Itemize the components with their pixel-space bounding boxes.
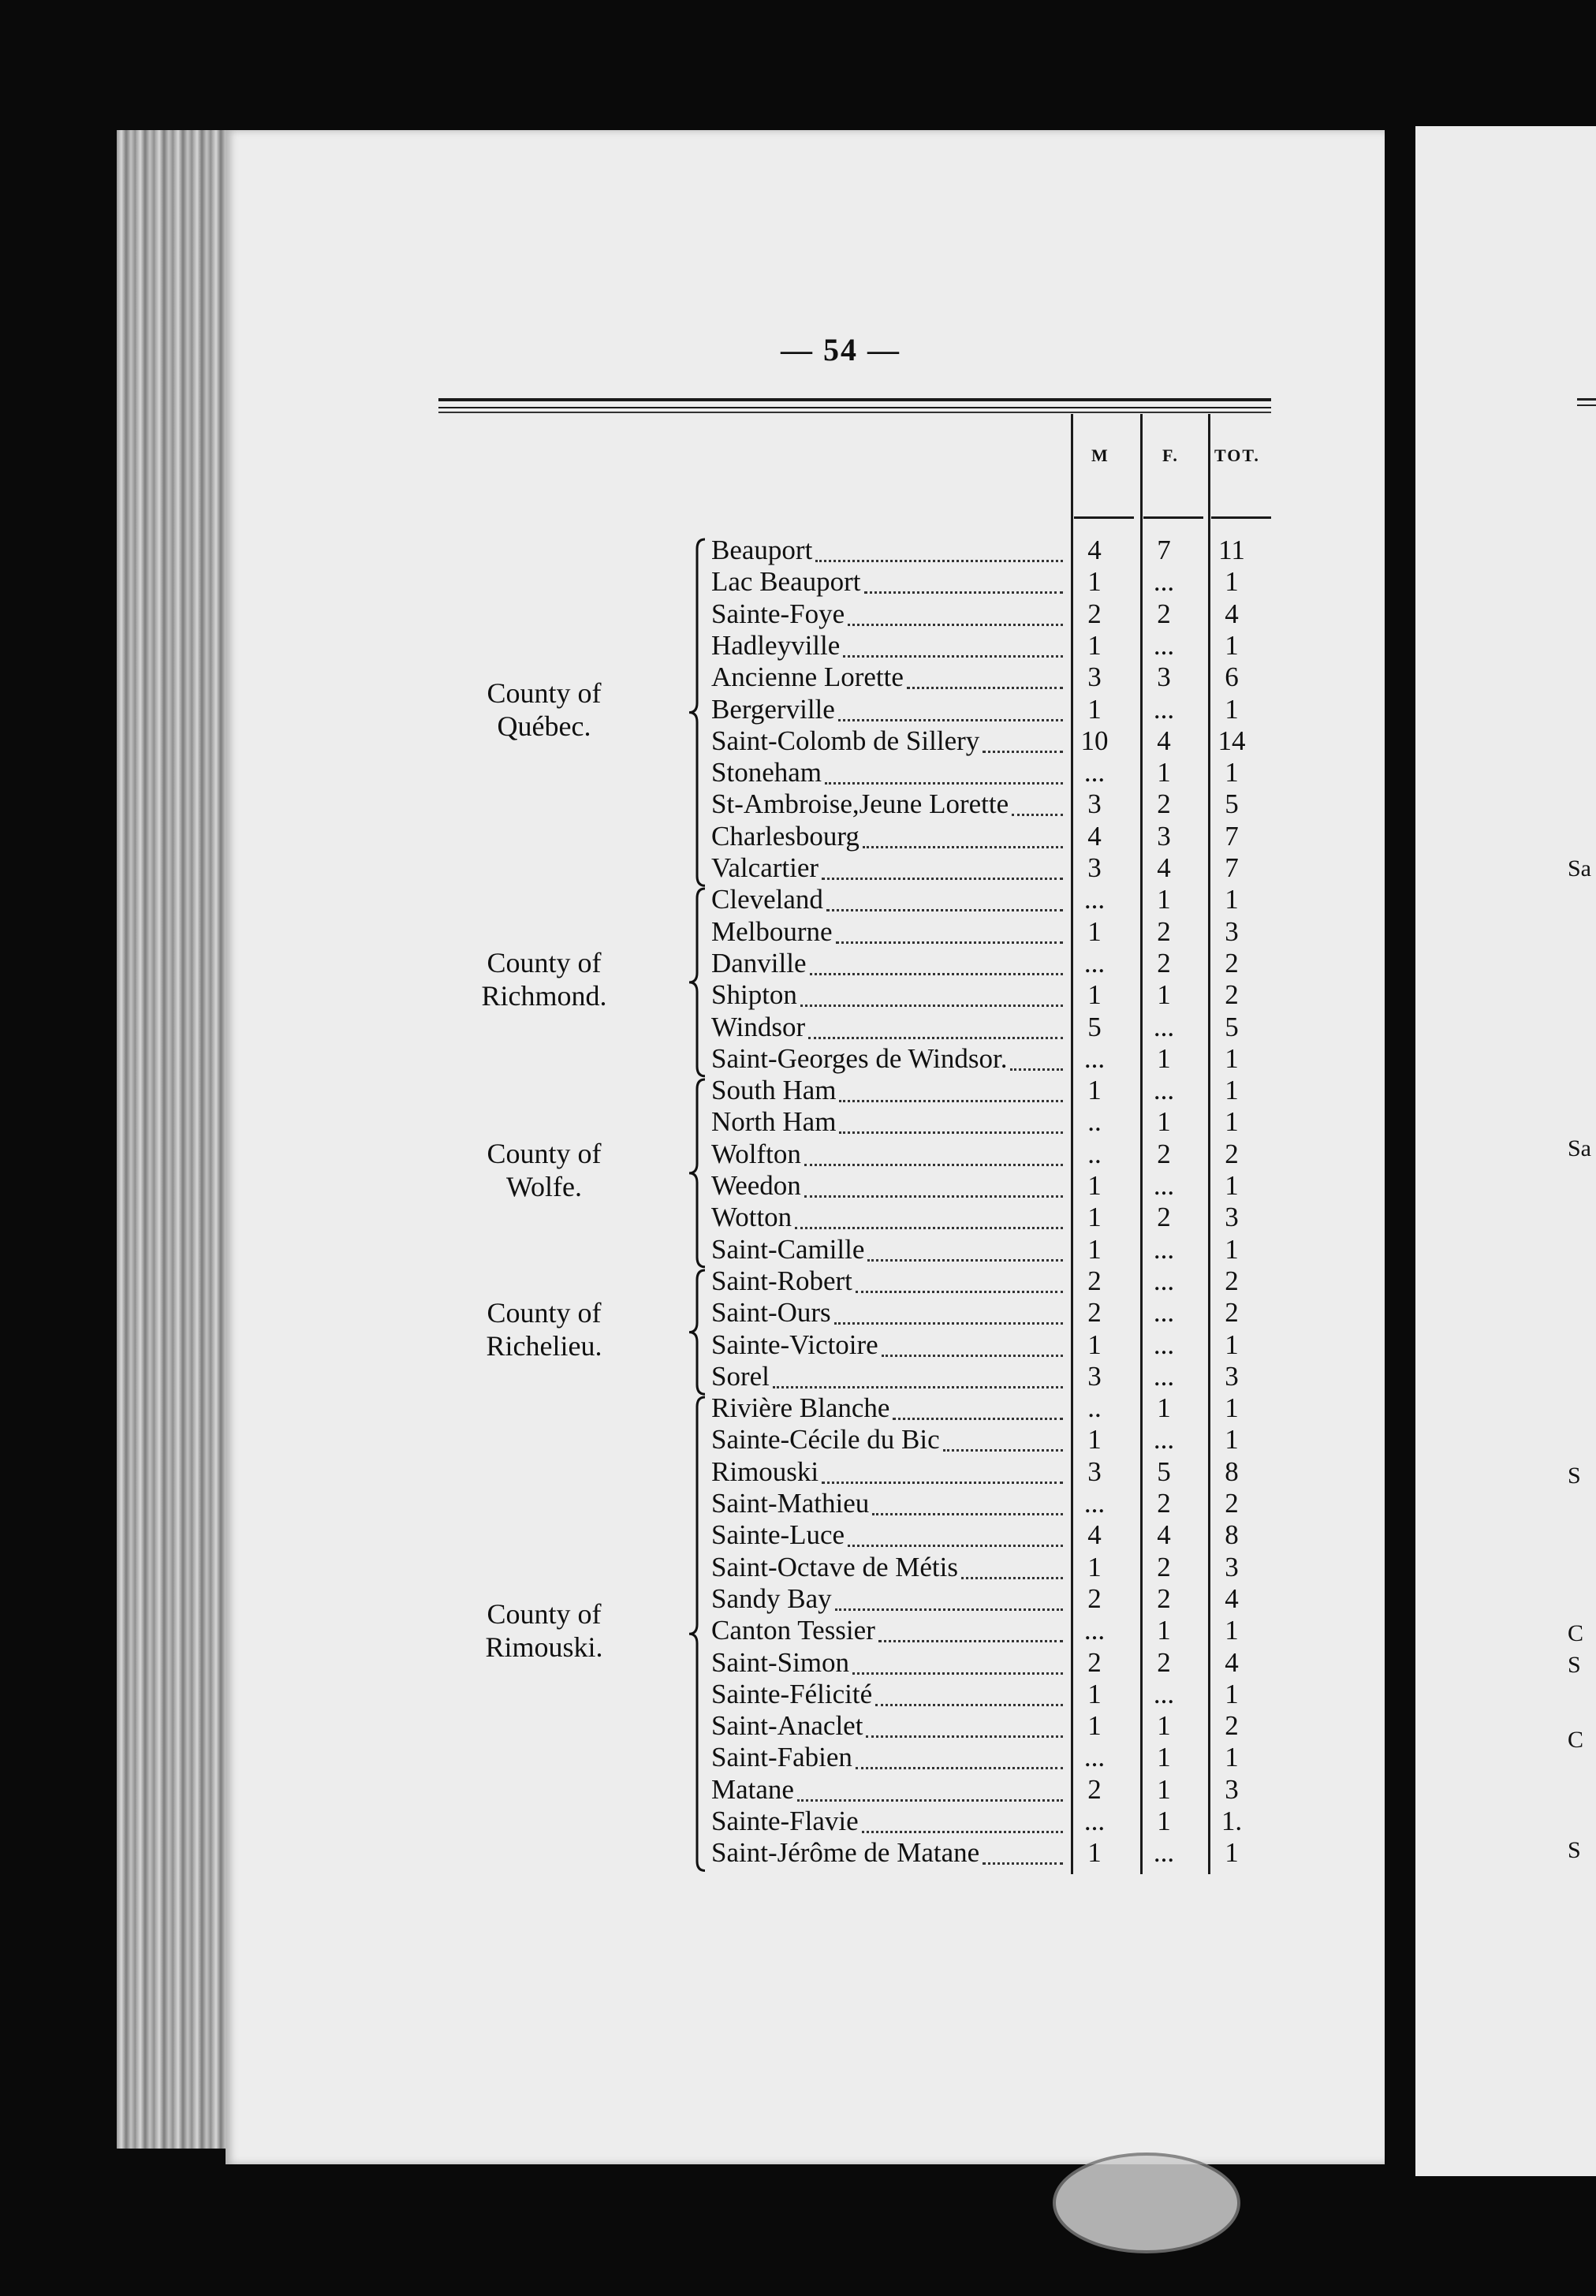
place-name: Saint-Georges de Windsor.	[711, 1042, 1008, 1074]
place-name: Hadleyville	[711, 629, 841, 661]
place-name: Rimouski	[711, 1456, 819, 1487]
cell-f: 1	[1157, 1773, 1171, 1805]
cell-f: 1	[1157, 1806, 1171, 1836]
place-name: Saint-Camille	[711, 1233, 865, 1265]
county-label: County of Rimouski.	[485, 1598, 603, 1664]
place-name: Saint-Simon	[711, 1646, 850, 1678]
place-name: St-Ambroise,Jeune Lorette	[711, 788, 1009, 820]
leader-dots	[863, 846, 1063, 848]
column-rule-3	[1208, 536, 1210, 1874]
cell-f: 4	[1157, 852, 1171, 883]
cell-m: 1	[1087, 1233, 1102, 1265]
leader-dots	[835, 1608, 1063, 1611]
adjacent-page-text: S	[1568, 1463, 1581, 1489]
place-name: Canton Tessier	[711, 1615, 875, 1646]
cell-tot: 1	[1225, 1106, 1239, 1138]
cell-m: 1	[1087, 629, 1102, 661]
leader-dots	[983, 751, 1063, 753]
leader-dots	[836, 941, 1063, 944]
cell-m: 1	[1087, 1170, 1102, 1201]
cell-f: ...	[1153, 1297, 1175, 1329]
place-name: Saint-Fabien	[711, 1742, 852, 1773]
leader-dots	[773, 1386, 1063, 1388]
cell-f: ...	[1153, 1170, 1175, 1201]
cell-tot: 1	[1225, 884, 1239, 915]
leader-dots	[866, 1735, 1063, 1738]
book-spine-edge	[117, 130, 227, 2149]
cell-f: 1	[1157, 1106, 1171, 1138]
county-label: County of Québec.	[487, 676, 602, 742]
group-brace	[686, 887, 710, 1078]
place-name: Sainte-Victoire	[711, 1329, 878, 1360]
leader-dots	[848, 1545, 1063, 1547]
cell-f: 2	[1157, 1646, 1171, 1678]
leader-dots	[834, 1322, 1063, 1325]
cell-f: 1	[1157, 884, 1171, 915]
place-name: South Ham	[711, 1075, 837, 1106]
leader-dots	[838, 719, 1063, 721]
adjacent-page-text: S	[1568, 1837, 1581, 1863]
cell-tot: 2	[1225, 1265, 1239, 1296]
cell-f: 3	[1157, 662, 1171, 693]
place-name: Sainte-Foye	[711, 598, 845, 629]
place-name: Sainte-Félicité	[711, 1678, 873, 1709]
place-name: Charlesbourg	[711, 820, 860, 852]
cell-tot: 4	[1225, 598, 1239, 629]
cell-f: 2	[1157, 1551, 1171, 1582]
cell-f: 2	[1157, 1202, 1171, 1233]
leader-dots	[864, 591, 1064, 594]
leader-dots	[825, 782, 1063, 785]
place-name: Lac Beauport	[711, 566, 861, 598]
cell-f: ...	[1153, 1424, 1175, 1456]
county-label: County of Wolfe.	[487, 1138, 602, 1202]
cell-tot: 1	[1225, 1615, 1239, 1646]
cell-m: 1	[1087, 1075, 1102, 1106]
cell-tot: 1	[1225, 1678, 1239, 1709]
cell-tot: 1	[1225, 1837, 1239, 1869]
cell-m: 2	[1087, 1773, 1102, 1805]
place-name: North Ham	[711, 1106, 837, 1138]
cell-tot: 1	[1225, 1424, 1239, 1456]
cell-tot: 2	[1225, 1297, 1239, 1329]
leader-dots	[815, 560, 1063, 562]
leader-dots	[848, 624, 1063, 626]
cell-m: ...	[1083, 757, 1106, 788]
cell-tot: 1	[1225, 629, 1239, 661]
cell-m: ..	[1087, 1106, 1102, 1138]
cell-m: 4	[1087, 535, 1102, 565]
cell-tot: 1	[1225, 693, 1239, 725]
place-name: Sainte-Cécile du Bic	[711, 1424, 940, 1456]
cell-m: 3	[1087, 852, 1102, 883]
place-name: Sorel	[711, 1360, 770, 1392]
leader-dots	[943, 1449, 1063, 1452]
cell-m: 2	[1087, 1582, 1102, 1614]
cell-tot: 14	[1218, 725, 1246, 756]
cell-f: 1	[1157, 1710, 1171, 1742]
cell-f: 1	[1157, 979, 1171, 1011]
cell-f: ...	[1153, 1678, 1175, 1709]
place-name: Stoneham	[711, 757, 822, 788]
cell-f: ...	[1153, 1265, 1175, 1296]
leader-dots	[1012, 814, 1063, 816]
place-name: Sainte-Luce	[711, 1519, 845, 1551]
place-name: Cleveland	[711, 884, 823, 915]
cell-tot: 1	[1225, 1742, 1239, 1773]
cell-m: 1	[1087, 693, 1102, 725]
page-number: — 54 —	[781, 332, 901, 367]
cell-f: ...	[1153, 693, 1175, 725]
cell-tot: 1	[1225, 566, 1239, 598]
cell-f: 4	[1157, 1519, 1171, 1551]
library-stamp	[1053, 2152, 1240, 2253]
cell-tot: 2	[1225, 1488, 1239, 1519]
cell-tot: 5	[1225, 788, 1239, 820]
column-header-m: M	[1091, 445, 1109, 465]
leader-dots	[852, 1672, 1063, 1675]
cell-m: 1	[1087, 1678, 1102, 1709]
cell-m: 1	[1087, 1837, 1102, 1869]
cell-f: 1	[1157, 757, 1171, 788]
header-underline-tot	[1211, 516, 1271, 519]
cell-m: 1	[1087, 979, 1102, 1011]
leader-dots	[867, 1259, 1063, 1262]
cell-m: ...	[1083, 1042, 1106, 1074]
place-name: Rivière Blanche	[711, 1392, 890, 1424]
cell-f: 2	[1157, 1582, 1171, 1614]
group-brace	[686, 1078, 710, 1269]
cell-f: 1	[1157, 1615, 1171, 1646]
leader-dots	[797, 1799, 1063, 1802]
cell-f: 5	[1157, 1456, 1171, 1487]
leader-dots	[856, 1767, 1063, 1769]
cell-f: ...	[1153, 1360, 1175, 1392]
leader-dots	[872, 1513, 1063, 1515]
column-rule-top-1	[1071, 414, 1073, 540]
cell-m: ...	[1083, 884, 1106, 915]
place-name: Bergerville	[711, 693, 835, 725]
cell-f: ...	[1153, 1329, 1175, 1360]
cell-m: 2	[1087, 1265, 1102, 1296]
cell-m: ...	[1083, 947, 1106, 978]
cell-f: ...	[1153, 566, 1175, 598]
cell-m: 3	[1087, 1456, 1102, 1487]
cell-tot: 3	[1225, 1551, 1239, 1582]
cell-tot: 6	[1225, 662, 1239, 693]
cell-tot: 3	[1225, 1773, 1239, 1805]
place-name: Saint-Ours	[711, 1297, 831, 1329]
cell-f: 1	[1157, 1392, 1171, 1424]
cell-m: ...	[1083, 1806, 1106, 1836]
place-name: Melbourne	[711, 915, 833, 947]
adjacent-page-text: C	[1568, 1727, 1584, 1753]
header-underline-m	[1074, 516, 1134, 519]
column-header-tot: TOT.	[1214, 445, 1260, 465]
cell-tot: 5	[1225, 1011, 1239, 1042]
cell-f: 4	[1157, 725, 1171, 756]
cell-f: 1	[1157, 1742, 1171, 1773]
cell-tot: 1	[1225, 1329, 1239, 1360]
header-underline-f	[1143, 516, 1203, 519]
header-thin-rule	[438, 412, 1271, 413]
leader-dots	[878, 1640, 1063, 1642]
cell-m: 1	[1087, 566, 1102, 598]
cell-f: ...	[1153, 1011, 1175, 1042]
cell-f: 1	[1157, 1042, 1171, 1074]
cell-m: ...	[1083, 1488, 1106, 1519]
cell-f: ...	[1153, 1233, 1175, 1265]
cell-tot: 3	[1225, 1202, 1239, 1233]
place-name: Saint-Octave de Métis	[711, 1551, 958, 1582]
leader-dots	[862, 1831, 1063, 1833]
leader-dots	[893, 1418, 1063, 1420]
cell-m: ...	[1083, 1742, 1106, 1773]
county-label: County of Richmond.	[481, 947, 607, 1012]
place-name: Ancienne Lorette	[711, 662, 904, 693]
place-name: Saint-Jérôme de Matane	[711, 1837, 980, 1869]
place-name: Shipton	[711, 979, 797, 1011]
leader-dots	[983, 1862, 1063, 1865]
place-name: Matane	[711, 1773, 794, 1805]
place-name: Beauport	[711, 535, 813, 565]
cell-tot: 8	[1225, 1456, 1239, 1487]
cell-tot: 3	[1225, 1360, 1239, 1392]
adjacent-page-rule	[1577, 398, 1596, 406]
cell-m: 2	[1087, 1646, 1102, 1678]
leader-dots	[875, 1704, 1063, 1706]
cell-tot: 1	[1225, 1233, 1239, 1265]
place-name: Wolfton	[711, 1138, 801, 1169]
place-name: Sandy Bay	[711, 1582, 832, 1614]
cell-m: 1	[1087, 1202, 1102, 1233]
cell-tot: 2	[1225, 1710, 1239, 1742]
place-name: Weedon	[711, 1170, 801, 1201]
place-name: Saint-Mathieu	[711, 1488, 870, 1519]
cell-f: ...	[1153, 629, 1175, 661]
header-double-rule	[438, 398, 1271, 408]
cell-m: 5	[1087, 1011, 1102, 1042]
place-name: Valcartier	[711, 852, 819, 883]
place-name: Sainte-Flavie	[711, 1806, 859, 1836]
leader-dots	[839, 1100, 1063, 1102]
leader-dots	[822, 1482, 1063, 1484]
cell-m: 4	[1087, 820, 1102, 852]
place-name: Saint-Anaclet	[711, 1710, 863, 1742]
leader-dots	[800, 1004, 1063, 1007]
cell-m: 1	[1087, 1710, 1102, 1742]
cell-tot: 7	[1225, 820, 1239, 852]
cell-tot: 1	[1225, 1042, 1239, 1074]
cell-tot: 1	[1225, 1075, 1239, 1106]
adjacent-page-text: C	[1568, 1620, 1584, 1646]
cell-m: 2	[1087, 1297, 1102, 1329]
leader-dots	[826, 909, 1063, 911]
cell-m: 3	[1087, 788, 1102, 820]
cell-m: 3	[1087, 1360, 1102, 1392]
cell-m: 10	[1080, 725, 1109, 756]
cell-m: 1	[1087, 1424, 1102, 1456]
cell-m: ..	[1087, 1392, 1102, 1424]
place-name: Saint-Robert	[711, 1265, 852, 1296]
cell-tot: 1	[1225, 1170, 1239, 1201]
column-rule-1	[1071, 536, 1073, 1874]
column-rule-top-3	[1208, 414, 1210, 540]
cell-tot: 1	[1225, 757, 1239, 788]
leader-dots	[907, 687, 1063, 689]
leader-dots	[1010, 1068, 1063, 1071]
leader-dots	[843, 655, 1063, 658]
place-name: Wotton	[711, 1202, 792, 1233]
cell-tot: 11	[1218, 535, 1245, 565]
leader-dots	[808, 1037, 1063, 1039]
cell-tot: 1.	[1221, 1806, 1243, 1836]
group-brace	[686, 1269, 710, 1396]
cell-f: 7	[1157, 535, 1171, 565]
cell-m: 1	[1087, 1329, 1102, 1360]
leader-dots	[795, 1227, 1063, 1229]
cell-m: 1	[1087, 915, 1102, 947]
cell-tot: 1	[1225, 1392, 1239, 1424]
cell-tot: 7	[1225, 852, 1239, 883]
group-brace	[686, 538, 710, 887]
cell-m: 4	[1087, 1519, 1102, 1551]
county-label: County of Richelieu.	[486, 1296, 602, 1362]
cell-f: 2	[1157, 1138, 1171, 1169]
column-rule-2	[1140, 536, 1143, 1874]
leader-dots	[839, 1131, 1063, 1134]
cell-m: ...	[1083, 1615, 1106, 1646]
place-name: Windsor	[711, 1011, 806, 1042]
adjacent-page-text: Sa	[1568, 855, 1591, 882]
place-name: Saint-Colomb de Sillery	[711, 725, 980, 756]
cell-f: 2	[1157, 598, 1171, 629]
cell-tot: 4	[1225, 1646, 1239, 1678]
cell-tot: 2	[1225, 979, 1239, 1011]
adjacent-page-text: S	[1568, 1652, 1581, 1678]
group-brace	[686, 1396, 710, 1873]
cell-tot: 3	[1225, 915, 1239, 947]
cell-m: 2	[1087, 598, 1102, 629]
cell-f: ...	[1153, 1075, 1175, 1106]
place-name: Danville	[711, 947, 807, 978]
leader-dots	[961, 1577, 1063, 1579]
cell-f: 2	[1157, 1488, 1171, 1519]
leader-dots	[856, 1291, 1063, 1293]
cell-tot: 2	[1225, 1138, 1239, 1169]
leader-dots	[810, 973, 1063, 975]
cell-f: 2	[1157, 788, 1171, 820]
cell-f: ...	[1153, 1837, 1175, 1869]
cell-f: 2	[1157, 915, 1171, 947]
cell-tot: 4	[1225, 1582, 1239, 1614]
cell-tot: 8	[1225, 1519, 1239, 1551]
cell-m: 3	[1087, 662, 1102, 693]
leader-dots	[804, 1195, 1063, 1198]
leader-dots	[822, 878, 1063, 880]
cell-m: 1	[1087, 1551, 1102, 1582]
column-rule-top-2	[1140, 414, 1143, 540]
leader-dots	[882, 1355, 1063, 1357]
column-header-f: F.	[1162, 445, 1179, 465]
adjacent-page-text: Sa	[1568, 1135, 1591, 1161]
leader-dots	[804, 1164, 1063, 1166]
cell-f: 2	[1157, 947, 1171, 978]
cell-f: 3	[1157, 820, 1171, 852]
cell-m: ..	[1087, 1138, 1102, 1169]
cell-tot: 2	[1225, 947, 1239, 978]
